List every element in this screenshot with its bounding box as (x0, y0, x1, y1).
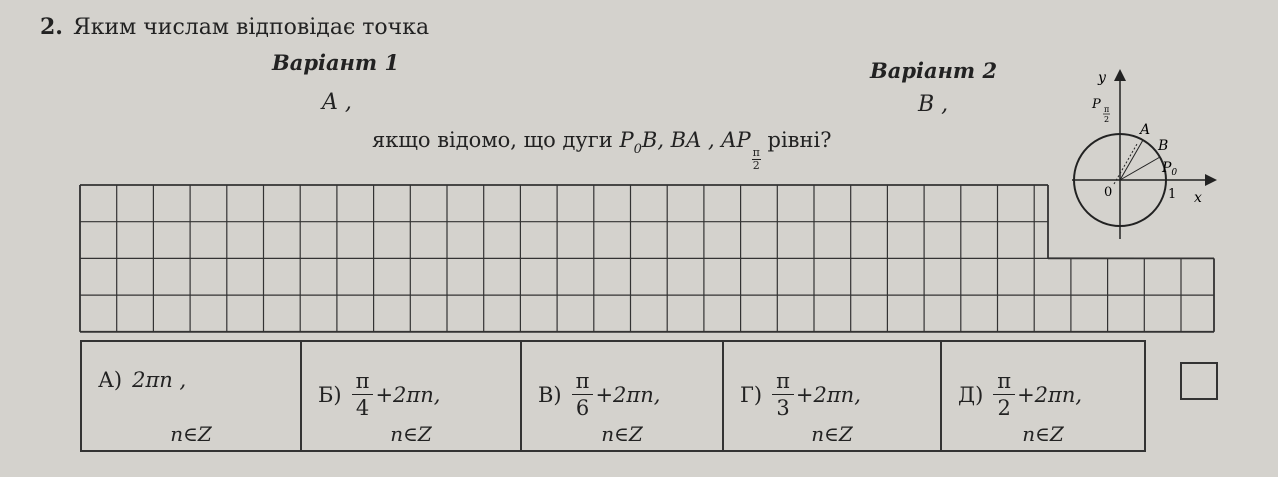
point-b-label: B (1158, 138, 1169, 154)
point-p0-label: $P_0$ (1162, 160, 1178, 178)
question-suffix: рівні? (760, 128, 832, 152)
variant-1-point: A , (322, 90, 352, 115)
question-prefix: якщо відомо, що дуги (372, 128, 620, 152)
option-d[interactable]: Г) $\frac{\pi}{3}$ +2πn, n∈Z (723, 341, 941, 451)
option-a[interactable]: А) 2πn , n∈Z (81, 341, 301, 451)
unit-circle-diagram (1068, 64, 1218, 244)
option-a-condition: n∈Z (170, 422, 212, 446)
option-b[interactable]: Б) $\frac{\pi}{4}$ +2πn, n∈Z (301, 341, 521, 451)
point-a-label: A (1140, 122, 1151, 138)
radius-a (1120, 140, 1143, 180)
svg-text:π: π (1104, 105, 1110, 114)
radius-b (1120, 157, 1160, 180)
y-label: y (1098, 70, 1106, 86)
task-text: Яким числам відповідає точка (72, 15, 430, 40)
variant-1-label: Варіант 1 (272, 50, 400, 75)
answer-checkbox[interactable] (1180, 362, 1218, 400)
option-b-condition: n∈Z (390, 422, 432, 446)
variant-2-label: Варіант 2 (870, 58, 998, 83)
svg-text:2: 2 (1104, 115, 1110, 124)
option-d-condition: n∈Z (811, 422, 853, 446)
task-number: 2. (40, 14, 63, 40)
arc-3-subscript: $\frac{\pi}{2}$ (752, 146, 760, 172)
answer-options-table (80, 340, 1146, 452)
variant-2-point: B , (918, 92, 949, 117)
point-ppi2-label: P (1092, 97, 1101, 112)
arc-1: $P_0B$, BA , AP (619, 128, 751, 157)
origin-label: 0 (1104, 185, 1113, 200)
option-c[interactable]: В) $\frac{\pi}{6}$ +2πn, n∈Z (521, 341, 723, 451)
option-e-condition: n∈Z (1022, 422, 1064, 446)
one-label: 1 (1168, 187, 1177, 202)
option-e[interactable]: Д) $\frac{\pi}{2}$ +2πn, n∈Z (941, 341, 1145, 451)
option-c-condition: n∈Z (601, 422, 643, 446)
x-label: x (1194, 190, 1202, 206)
